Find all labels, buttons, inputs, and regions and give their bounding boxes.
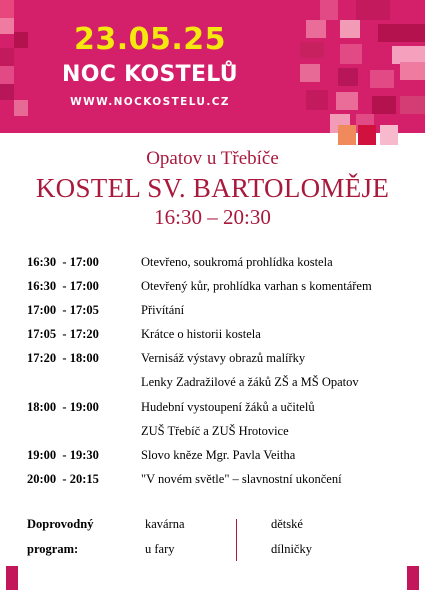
program-item-cafe: u fary (145, 542, 175, 556)
event-banner (0, 0, 425, 145)
schedule-row (0, 448, 425, 468)
schedule-time: 16:30 - 17:00 (27, 279, 99, 293)
program-label: Doprovodný (27, 517, 94, 531)
banner-event-name: NOC KOSTELŮ (62, 62, 238, 87)
schedule-time: 17:00 - 17:05 (27, 303, 99, 317)
schedule-activity: Krátce o historii kostela (141, 327, 261, 341)
schedule-row (0, 424, 425, 444)
schedule-activity: Vernisáž výstavy obrazů malířky (141, 351, 306, 365)
schedule-row (0, 375, 425, 395)
schedule-activity: Otevřeno, soukromá prohlídka kostela (141, 255, 333, 269)
schedule-activity: Lenky Zadražilové a žáků ZŠ a MŠ Opatov (141, 375, 359, 389)
schedule-activity: Přivítání (141, 303, 185, 317)
schedule-time: 19:00 - 19:30 (27, 448, 99, 462)
banner-url[interactable]: WWW.NOCKOSTELU.CZ (70, 96, 230, 108)
program-item-workshops: dílničky (271, 542, 312, 556)
schedule-activity: Slovo kněze Mgr. Pavla Veitha (141, 448, 296, 462)
schedule-activity: "V novém světle" – slavnostní ukončení (141, 472, 342, 486)
banner-date: 23.05.25 (73, 22, 227, 57)
schedule-time: 18:00 - 19:00 (27, 400, 99, 414)
bottom-left-accent (6, 566, 18, 590)
program-item-cafe: kavárna (145, 517, 185, 531)
program-divider (236, 519, 237, 561)
schedule-row (0, 327, 425, 347)
schedule-time: 17:20 - 18:00 (27, 351, 99, 365)
schedule-row (0, 351, 425, 371)
schedule-activity: Otevřený kůr, prohlídka varhan s komentářem (141, 279, 372, 293)
schedule-activity: Hudební vystoupení žáků a učitelů (141, 400, 315, 414)
schedule-row (0, 279, 425, 299)
schedule-row (0, 303, 425, 323)
program-label: program: (27, 542, 79, 556)
schedule-row (0, 472, 425, 492)
schedule-row (0, 400, 425, 420)
schedule-time: 17:05 - 17:20 (27, 327, 99, 341)
schedule-time: 20:00 - 20:15 (27, 472, 99, 486)
bottom-right-accent (407, 566, 419, 590)
schedule-row (0, 255, 425, 275)
place-heading: Opatov u Třebíče (146, 148, 279, 169)
church-title: KOSTEL SV. BARTOLOMĚJE (35, 173, 390, 203)
schedule-time: 16:30 - 17:00 (27, 255, 99, 269)
event-time-range: 16:30 – 20:30 (154, 205, 271, 229)
program-item-workshops: dětské (271, 517, 303, 531)
schedule-activity: ZUŠ Třebíč a ZUŠ Hrotovice (141, 424, 289, 438)
